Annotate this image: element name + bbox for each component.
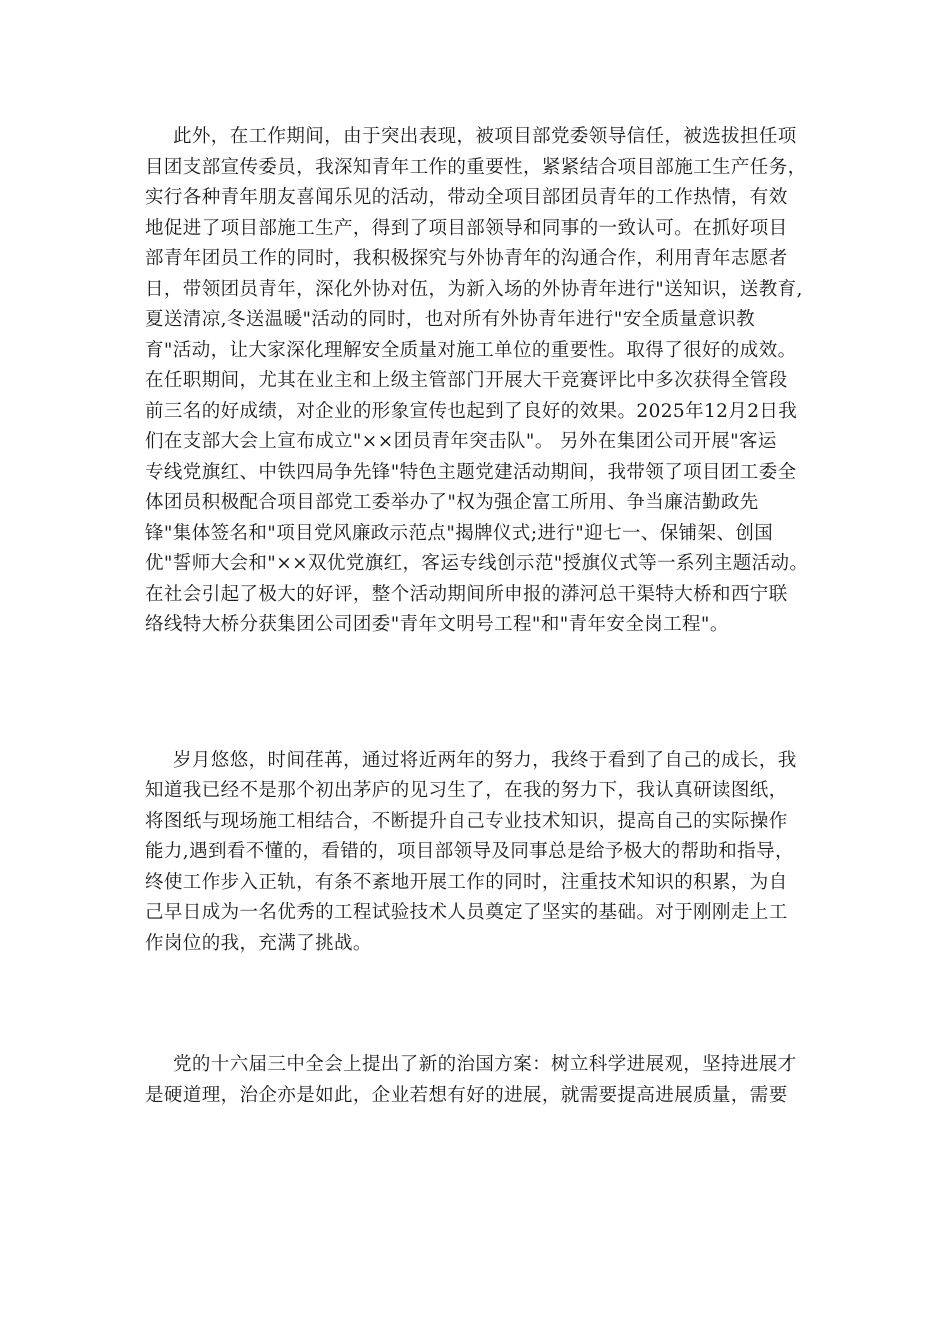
paragraph-line: 部青年团员工作的同时，我积极探究与外协青年的沟通合作，利用青年志愿者 [145, 248, 788, 269]
paragraph-line: 络线特大桥分获集团公司团委"青年文明号工程"和"青年安全岗工程"。 [145, 614, 729, 635]
paragraph-line: 目团支部宣传委员，我深知青年工作的重要性，紧紧结合项目部施工生产任务， [145, 156, 807, 178]
paragraph-line: 专线党旗红、中铁四局争先锋"特色主题党建活动期间，我带领了项目团工委全 [145, 461, 797, 483]
paragraph-line: 日，带领团员青年，深化外协对伍，为新入场的外协青年进行"送知识，送教育, [145, 278, 803, 300]
paragraph-line: 能力,遇到看不懂的，看错的，项目部领导及同事总是给予极大的帮助和指导， [145, 841, 794, 862]
paragraph-line: 是硬道理，治企亦是如此，企业若想有好的进展，就需要提高进展质量，需要 [145, 1084, 788, 1106]
paragraph-line: 在社会引起了极大的好评，整个活动期间所申报的漭河总干渠特大桥和西宁联 [145, 583, 788, 605]
paragraph-line: 将图纸与现场施工相结合，不断提升自己专业技术知识，提高自己的实际操作 [145, 810, 788, 832]
paragraph-1 [145, 122, 813, 641]
paragraph-line: 地促进了项目部施工生产，得到了项目部领导和同事的一致认可。在抓好项目 [145, 217, 788, 239]
paragraph-spacer [145, 641, 813, 746]
paragraph-line: 体团员积极配合项目部党工委举办了"权为强企富工所用、争当廉洁勤政先 [145, 492, 759, 513]
paragraph-line: 在任职期间，尤其在业主和上级主管部门开展大干竞赛评比中多次获得全管段 [145, 370, 788, 391]
paragraph-3 [145, 1050, 813, 1111]
paragraph-line: 终使工作步入正轨，有条不紊地开展工作的同时，注重技术知识的积累，为自 [145, 871, 788, 893]
document-body [145, 122, 813, 1111]
paragraph-line: 此外，在工作期间，由于突出表现，被项目部党委领导信任，被选拔担任项 [173, 126, 797, 147]
paragraph-line: 前三名的好成绩，对企业的形象宣传也起到了良好的效果。2025年12月2日我 [145, 400, 798, 422]
paragraph-line: 作岗位的我，充满了挑战。 [145, 932, 372, 954]
paragraph-line: 夏送清凉,冬送温暖"活动的同时，也对所有外协青年进行"安全质量意识教 [145, 309, 756, 330]
paragraph-line: 己早日成为一名优秀的工程试验技术人员奠定了坚实的基础。对于刚刚走上工 [145, 902, 788, 923]
paragraph-line: 锋"集体签名和"项目党风廉政示范点"揭牌仪式;进行"迎七一、保铺架、创国 [145, 522, 774, 544]
paragraph-line: 育"活动，让大家深化理解安全质量对施工单位的重要性。取得了很好的成效。 [145, 339, 797, 361]
paragraph-spacer [145, 959, 813, 1050]
paragraph-2 [145, 746, 813, 960]
paragraph-line: 实行各种青年朋友喜闻乐见的活动，带动全项目部团员青年的工作热情，有效 [145, 187, 788, 208]
paragraph-line: 岁月悠悠，时间荏苒，通过将近两年的努力，我终于看到了自己的成长，我 [173, 749, 797, 771]
paragraph-line: 优"誓师大会和"××双优党旗红，客运专线创示范"授旗仪式等一系列主题活动。 [145, 553, 809, 574]
paragraph-line: 知道我已经不是那个初出茅庐的见习生了，在我的努力下，我认真研读图纸， [145, 780, 788, 801]
paragraph-line: 们在支部大会上宣布成立"××团员青年突击队"。 另外在集团公司开展"客运 [145, 431, 777, 452]
paragraph-line: 党的十六届三中全会上提出了新的治国方案：树立科学进展观，坚持进展才 [173, 1054, 797, 1075]
